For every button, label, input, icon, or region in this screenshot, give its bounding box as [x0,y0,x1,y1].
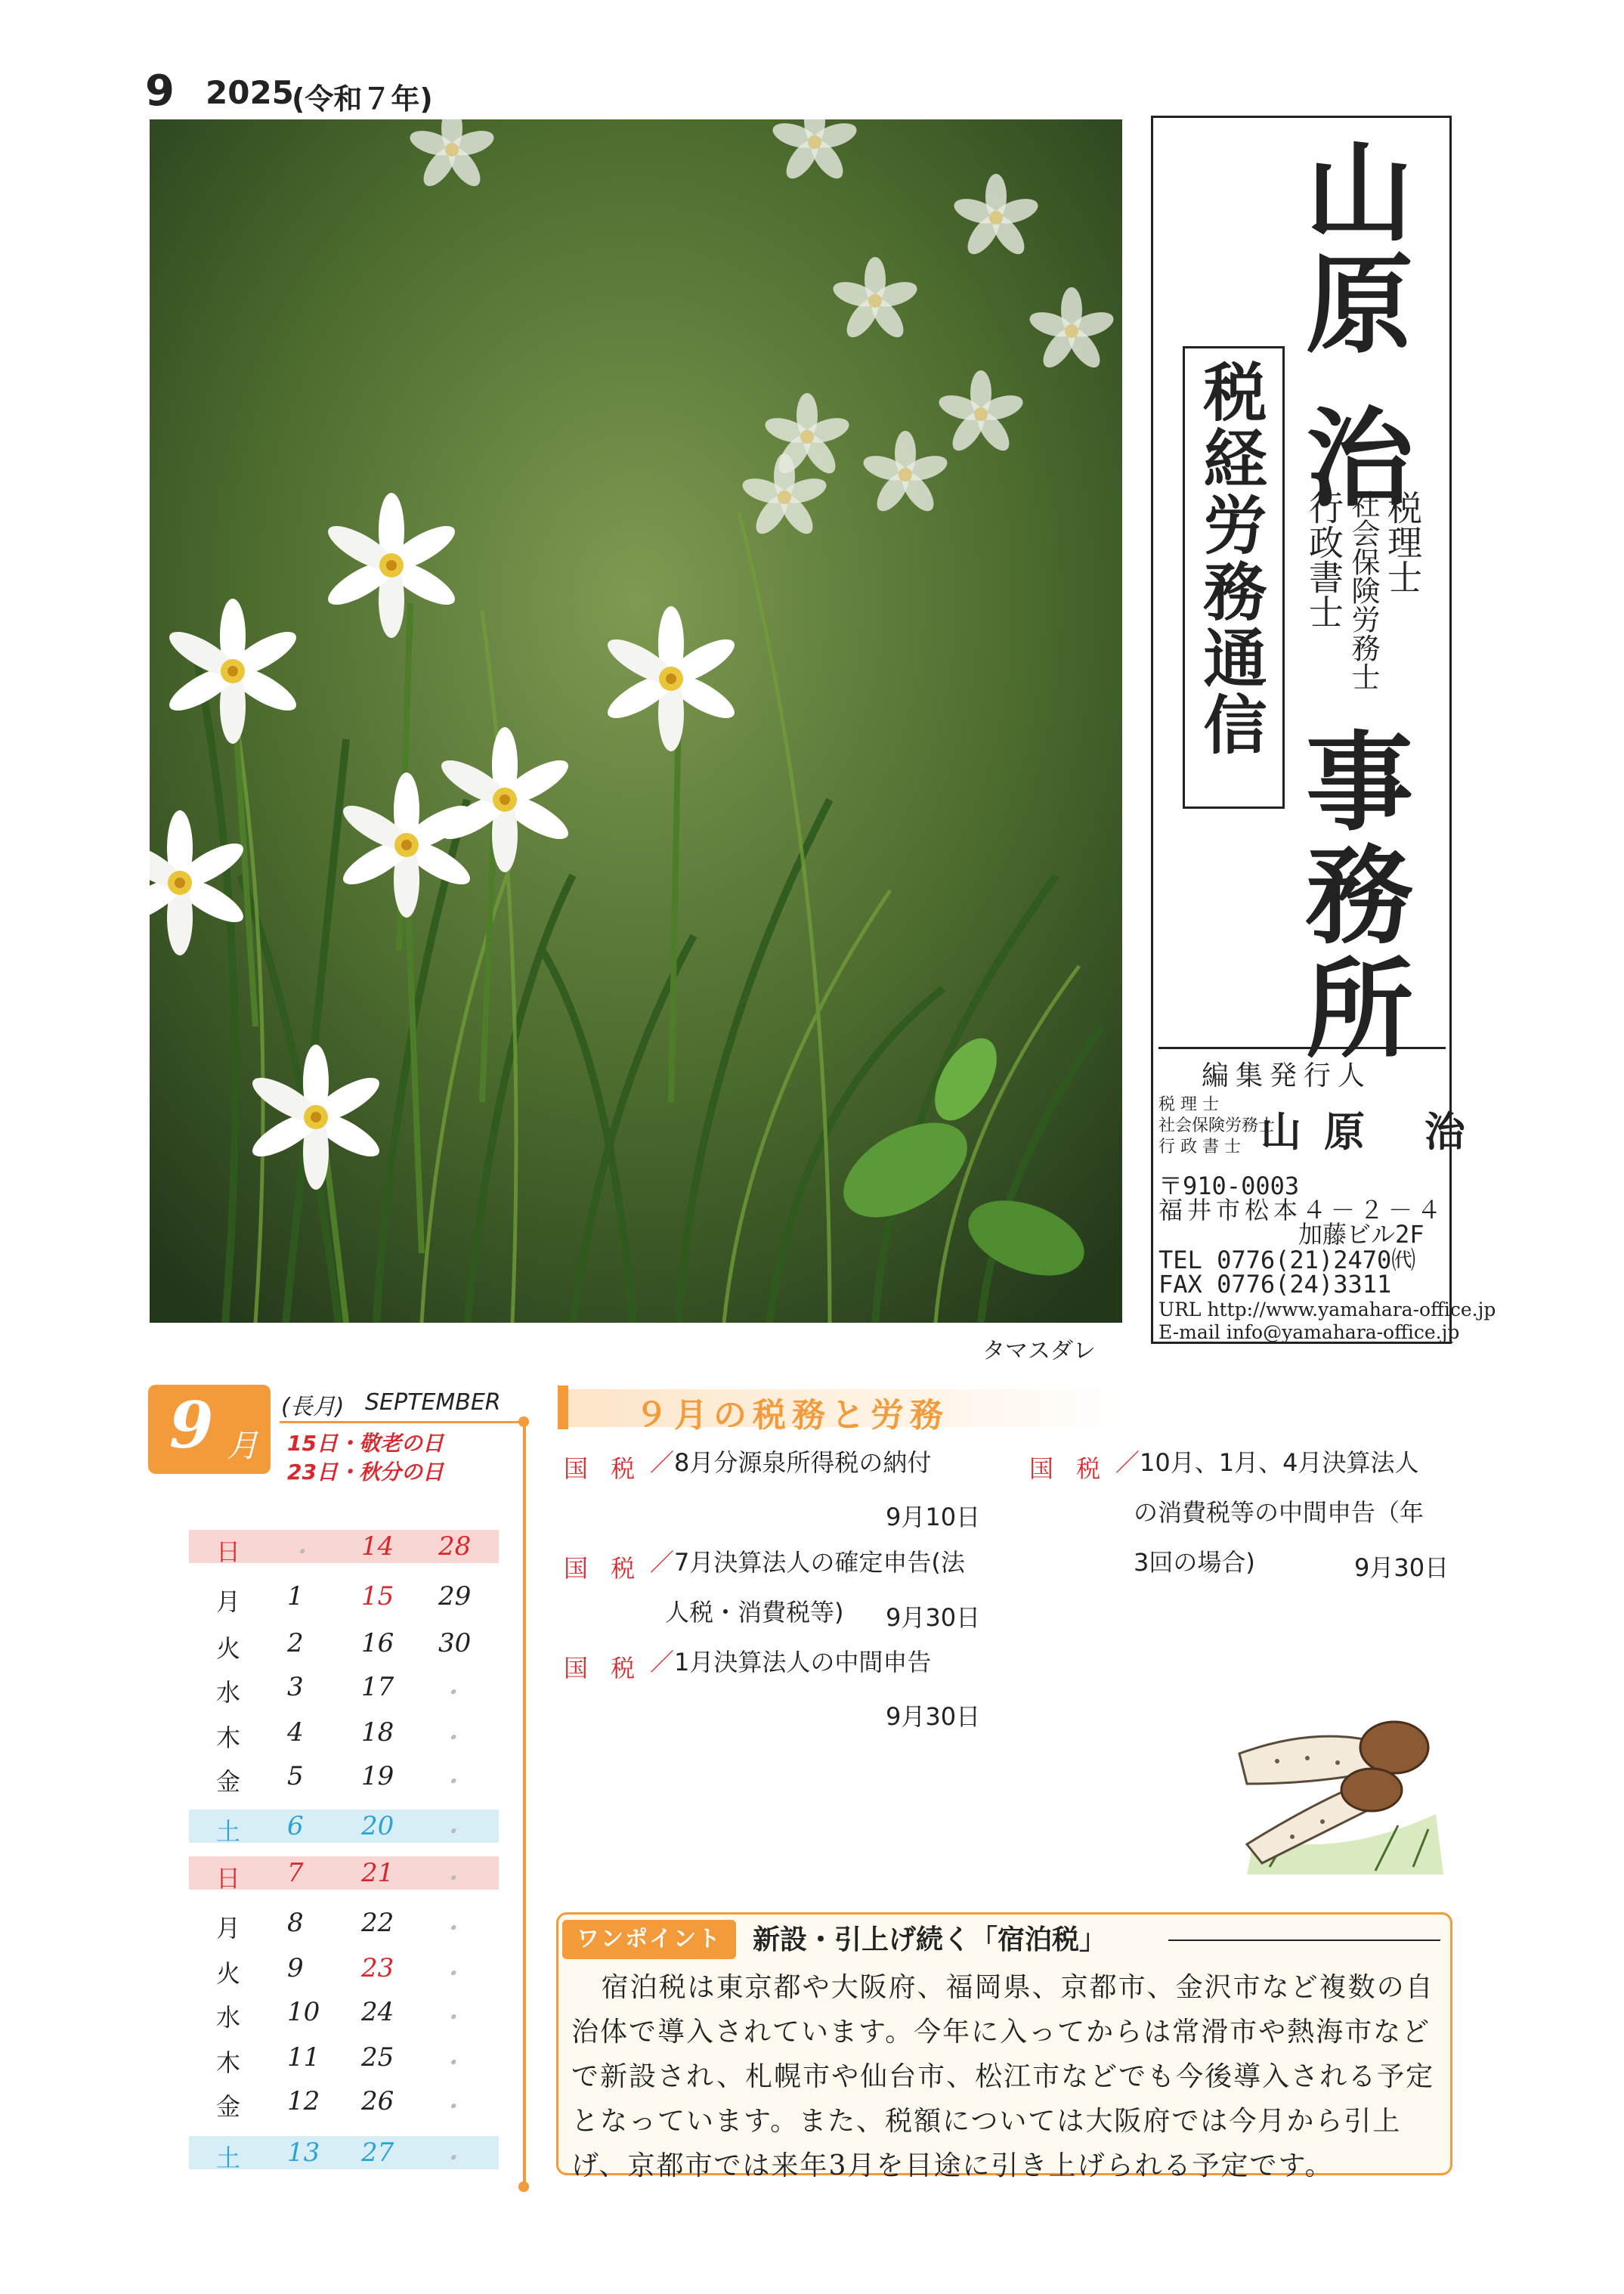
holiday-1: 15日・敬老の日 [287,1431,444,1456]
calendar-day: ・ [438,1959,464,1989]
duty-1-line1: 8月分源泉所得税の納付 [674,1448,932,1477]
calendar-weekday: 木 [216,1723,241,1752]
calendar-day: ・ [438,2003,464,2033]
calendar-row [189,2136,499,2174]
duty-4-line1: 10月、1月、4月決算法人 [1140,1448,1419,1477]
calendar-day: 1 [287,1581,304,1611]
publisher-email[interactable]: E-mail info@yamahara-office.jp [1158,1321,1460,1343]
qual-tax: 税理士 [1382,490,1423,594]
duty-2-category: 国 税 [564,1554,643,1583]
calendar-day: ・ [438,1767,464,1797]
calendar-row [189,1627,499,1663]
one-point-title: 新設・引上げ続く「宿泊税」 [753,1924,1107,1955]
office-qualifications [1305,490,1421,691]
publisher-name: 山原 治 [1261,1107,1488,1156]
calendar-day: 25 [361,2042,394,2073]
calendar-weekday: 日 [216,1537,241,1566]
calendar-weekday: 金 [216,1767,241,1796]
calendar-month-number: 9 [169,1388,214,1463]
duty-1-date: 9月10日 [886,1503,981,1531]
calendar-day: 6 [287,1811,304,1841]
duty-2-date: 9月30日 [886,1603,981,1632]
calendar-row [189,1906,499,1944]
duty-4-line3: 3回の場合) [1134,1548,1255,1577]
calendar-day: 17 [361,1672,394,1702]
publisher-address-1: 福井市松本４－２－４ [1158,1196,1446,1224]
publisher-address-2: 加藤ビル2F [1298,1220,1424,1249]
duty-3-date: 9月30日 [886,1702,981,1731]
calendar-day: 19 [361,1761,394,1791]
publisher-qual-tax: 税 理 士 [1158,1095,1219,1114]
calendar-day: 20 [361,1811,394,1841]
header-month: 9 [145,67,175,116]
divider-dot-bottom [518,2181,529,2192]
duty-1-text: ／8月分源泉所得税の納付 [650,1448,932,1477]
calendar-day: 26 [361,2086,394,2116]
calendar-row [189,1716,499,1754]
duties-heading-bar [558,1385,568,1429]
calendar-day: 5 [287,1761,304,1791]
duties-heading: ９月の税務と労務 [635,1396,949,1435]
calendar-english-month-name: SEPTEMBER [365,1389,501,1416]
calendar-day: 30 [438,1628,472,1658]
calendar-ancient-month-name: (長月) [281,1394,345,1420]
one-point-label: ワンポイント [562,1920,736,1959]
publisher-heading: 編集発行人 [1202,1060,1372,1091]
calendar-day: 18 [361,1717,394,1748]
calendar-day: 4 [287,1717,304,1748]
calendar-weekday: 月 [216,1914,241,1943]
calendar-row [189,1760,499,1797]
duty-3-text: ／1月決算法人の中間申告 [650,1648,932,1676]
duty-4-text: ／10月、1月、4月決算法人 [1115,1448,1419,1477]
calendar-weekday: 火 [216,1634,241,1663]
duty-1-category: 国 税 [564,1454,643,1483]
publisher-qual-admin: 行 政 書 士 [1158,1138,1241,1156]
calendar-weekday: 水 [216,1678,241,1707]
calendar-weekday: 土 [216,2144,241,2172]
qual-labor: 社会保険労務士 [1347,490,1380,691]
photo-caption: タマスダレ [982,1338,1096,1364]
one-point-title-rule [1168,1940,1440,1941]
publisher-tel: TEL 0776(21)2470㈹ [1158,1246,1416,1274]
duty-3-line1: 1月決算法人の中間申告 [674,1648,932,1676]
flower-photo-illustration [150,119,1122,1323]
duty-2-line2: 人税・消費税等) [665,1598,844,1627]
calendar-header-rule [280,1421,523,1423]
calendar-day: 29 [438,1581,472,1611]
publisher-qualifications [1158,1094,1275,1158]
calendar-day: ・ [287,1537,313,1568]
calendar-weekday: 金 [216,2092,241,2121]
calendar-month-unit: 月 [227,1427,259,1464]
calendar-weekday: 火 [216,1959,241,1988]
calendar-day: ・ [438,1678,464,1708]
calendar-day: ・ [438,1723,464,1754]
newsletter-title: 税経労務通信 [1193,359,1268,758]
calendar-row [189,1952,499,1989]
calendar-day: ・ [438,1817,464,1847]
calendar-day: 22 [361,1908,394,1938]
calendar-day: 16 [361,1628,394,1658]
calendar-day: 7 [287,1858,304,1888]
calendar-row [189,1530,499,1568]
duty-2-line1: 7月決算法人の確定申告(法 [674,1548,965,1577]
calendar-row [189,1995,499,2033]
duty-4-category: 国 税 [1029,1454,1109,1483]
calendar-row [189,1580,499,1616]
calendar-day: 15 [361,1581,394,1611]
one-point-body: 宿泊税は東京都や大阪府、福岡県、京都市、金沢市など複数の自治体で導入されています。今年に入ってからは常滑市や熱海市などで新設され、札幌市や仙台市、松江市などでも今後導入される予定となっています。また、税額については大阪府では今月から引上げ、京都市では来年3月を目途に引き上げられる予定です。 [571,1972,1435,2181]
cover-photo [150,119,1122,1323]
calendar-day: ・ [438,1914,464,1944]
calendar-row [189,2041,499,2079]
calendar-weekday: 水 [216,2003,241,2032]
calendar-weekday: 日 [216,1864,241,1893]
publisher-divider [1158,1047,1446,1049]
duty-4-date: 9月30日 [1354,1553,1449,1582]
header-era: (令和７年) [292,82,433,116]
calendar-day: 12 [287,2086,320,2116]
calendar-day: 21 [361,1858,394,1888]
calendar-weekday: 土 [216,1817,241,1846]
calendar-row [189,1856,499,1894]
divider-dot-top [518,1416,529,1427]
calendar-day: 27 [361,2138,394,2168]
holiday-2: 23日・秋分の日 [287,1460,444,1484]
calendar-day: ・ [438,2144,464,2174]
calendar-row [189,1810,499,1847]
duty-4-line2: の消費税等の中間申告（年 [1134,1498,1424,1527]
header-year: 2025 [206,74,294,111]
calendar-row [189,1670,499,1708]
calendar-day: 10 [287,1997,320,2027]
calendar-day: 24 [361,1997,394,2027]
calendar-day: ・ [438,1864,464,1894]
calendar-day: 11 [287,2042,320,2073]
calendar-weekday: 月 [216,1587,241,1616]
office-name: 山原 治 [1288,136,1413,514]
office-suffix: 事務所 [1288,726,1413,1066]
duty-2-text: ／7月決算法人の確定申告(法 [650,1548,965,1577]
calendar-day: 9 [287,1953,304,1983]
calendar-day: 13 [287,2138,320,2168]
mushroom-illustration [1224,1693,1451,1885]
calendar-day: 3 [287,1672,304,1702]
publisher-url[interactable]: URL http://www.yamahara-office.jp [1158,1299,1496,1320]
calendar-day: 8 [287,1908,304,1938]
calendar-weekday: 木 [216,2048,241,2077]
publisher-fax: FAX 0776(24)3311 [1158,1270,1392,1299]
duty-3-category: 国 税 [564,1654,643,1683]
calendar-day: 23 [361,1953,394,1983]
calendar-day: 28 [438,1531,472,1562]
publisher-qual-labor: 社会保険労務士 [1158,1116,1276,1135]
calendar-row [189,2085,499,2122]
matsutake-icon [1224,1693,1451,1882]
calendar-day: ・ [438,2048,464,2079]
publisher-postal: 〒910-0003 [1158,1172,1300,1200]
qual-admin: 行政書士 [1304,490,1344,629]
calendar-divider-line [523,1421,526,2186]
calendar-day: 2 [287,1628,304,1658]
calendar-day: 14 [361,1531,394,1562]
calendar-day: ・ [438,2092,464,2122]
